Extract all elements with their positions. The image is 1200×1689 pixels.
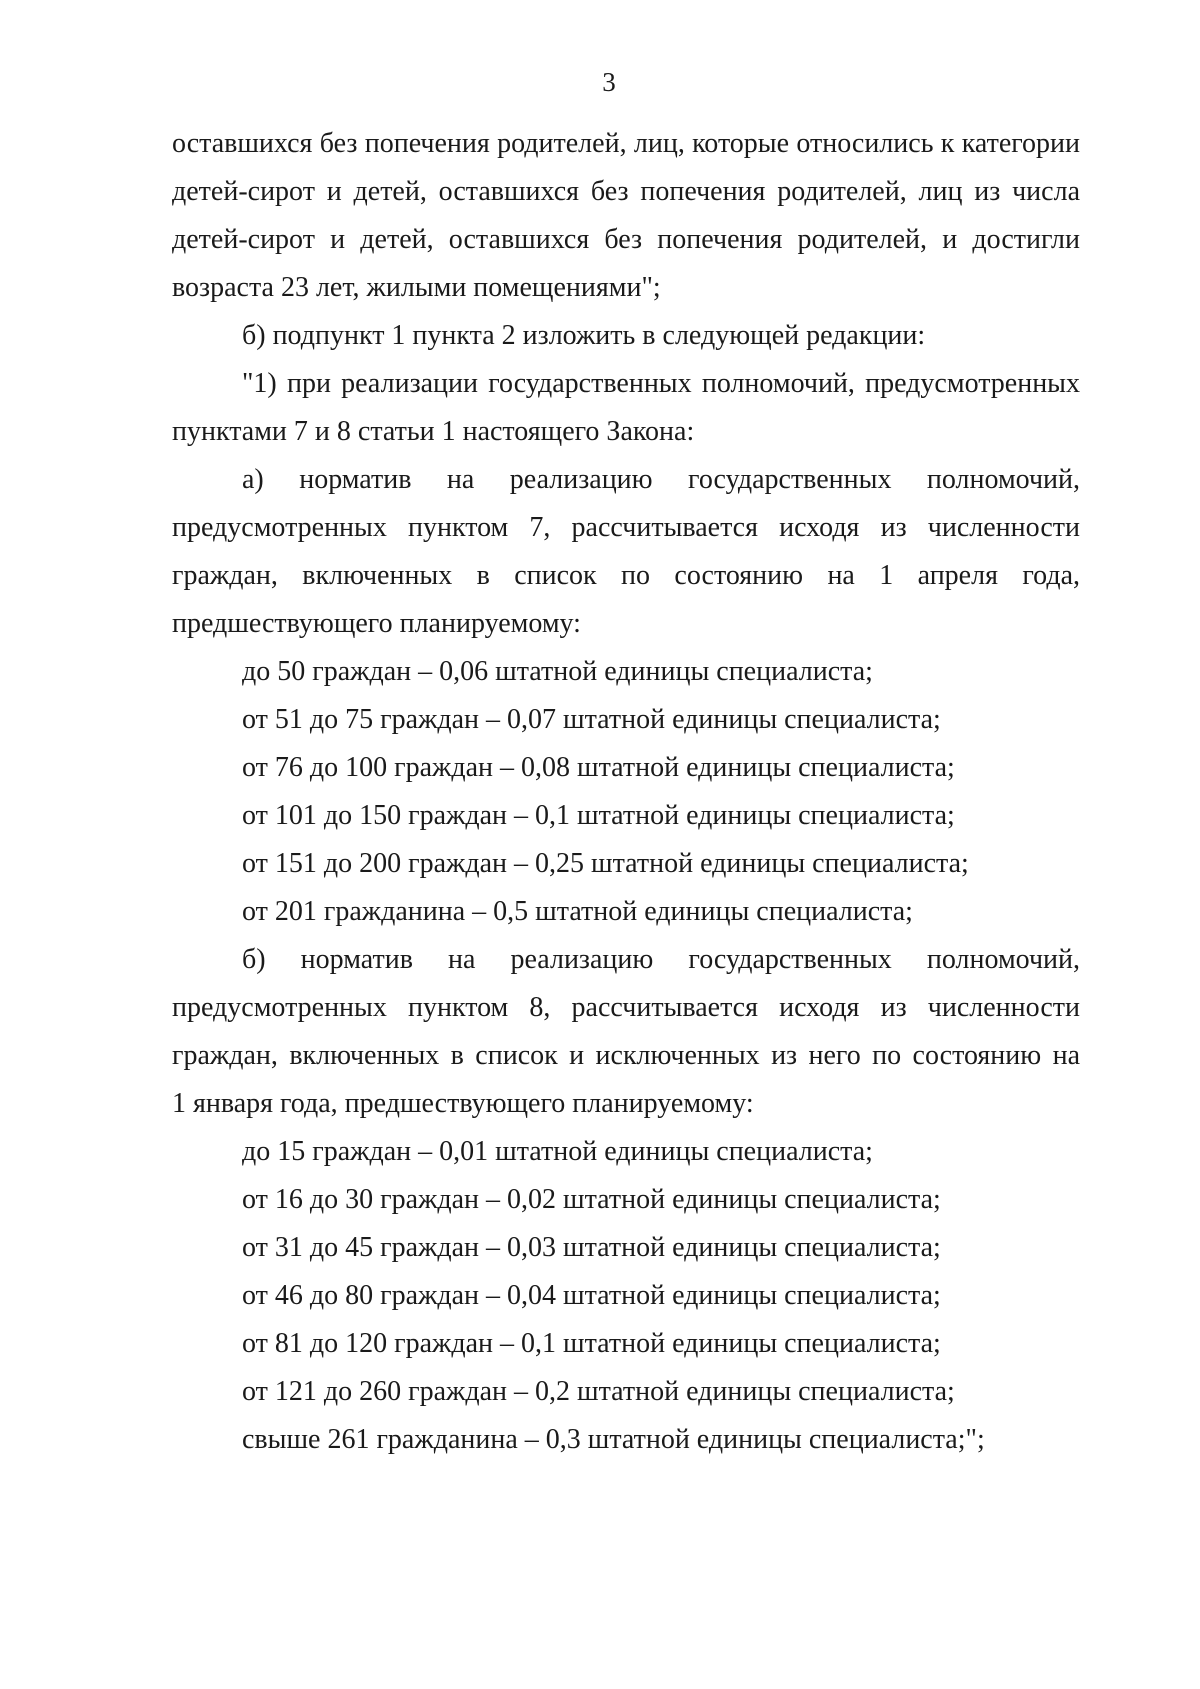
paragraph-4-line-4: предшествующего планируемому: [172,608,581,639]
list-b-item: от 81 до 120 граждан – 0,1 штатной единицы специалиста; [242,1328,941,1359]
list-a-item: от 201 гражданина – 0,5 штатной единицы специалиста; [242,896,913,927]
list-b-item: свыше 261 гражданина – 0,3 штатной единицы специалиста;"; [242,1424,985,1455]
list-b-item: от 121 до 260 граждан – 0,2 штатной единицы специалиста; [242,1376,955,1407]
paragraph-1-line-4: возраста 23 лет, жилыми помещениями"; [172,272,661,303]
list-b-item: от 16 до 30 граждан – 0,02 штатной единицы специалиста; [242,1184,941,1215]
paragraph-1-line-2: детей-сирот и детей, оставшихся без попечения родителей, лиц из числа [172,176,1080,207]
list-a-item: от 101 до 150 граждан – 0,1 штатной единицы специалиста; [242,800,955,831]
paragraph-3-line-1: "1) при реализации государственных полномочий, предусмотренных [242,368,1080,399]
list-a-item: от 51 до 75 граждан – 0,07 штатной единицы специалиста; [242,704,941,735]
document-body [172,120,1080,1464]
paragraph-4-line-2: предусмотренных пунктом 7, рассчитывается исходя из численности [172,512,1080,543]
paragraph-3-line-2: пунктами 7 и 8 статьи 1 настоящего Закона: [172,416,695,447]
paragraph-2: б) подпункт 1 пункта 2 изложить в следующей редакции: [242,320,926,351]
page-number: 3 [602,67,616,97]
list-a-item: до 50 граждан – 0,06 штатной единицы специалиста; [242,656,873,687]
list-b-item: от 46 до 80 граждан – 0,04 штатной единицы специалиста; [242,1280,941,1311]
paragraph-4-line-3: граждан, включенных в список по состоянию на 1 апреля года, [172,560,1080,591]
paragraph-5-line-1: б) норматив на реализацию государственных полномочий, [242,944,1080,975]
paragraph-5-line-3: граждан, включенных в список и исключенных из него по состоянию на [172,1040,1080,1071]
paragraph-1-line-1: оставшихся без попечения родителей, лиц, которые относились к категории [172,128,1080,159]
list-a-item: от 76 до 100 граждан – 0,08 штатной единицы специалиста; [242,752,955,783]
list-b-item: до 15 граждан – 0,01 штатной единицы специалиста; [242,1136,873,1167]
list-b-item: от 31 до 45 граждан – 0,03 штатной единицы специалиста; [242,1232,941,1263]
list-a-item: от 151 до 200 граждан – 0,25 штатной единицы специалиста; [242,848,969,879]
paragraph-1-line-3: детей-сирот и детей, оставшихся без попечения родителей, и достигли [172,224,1080,255]
paragraph-4-line-1: а) норматив на реализацию государственных полномочий, [242,464,1080,495]
paragraph-5-line-2: предусмотренных пунктом 8, рассчитывается исходя из численности [172,992,1080,1023]
paragraph-5-line-4: 1 января года, предшествующего планируемому: [172,1088,754,1119]
